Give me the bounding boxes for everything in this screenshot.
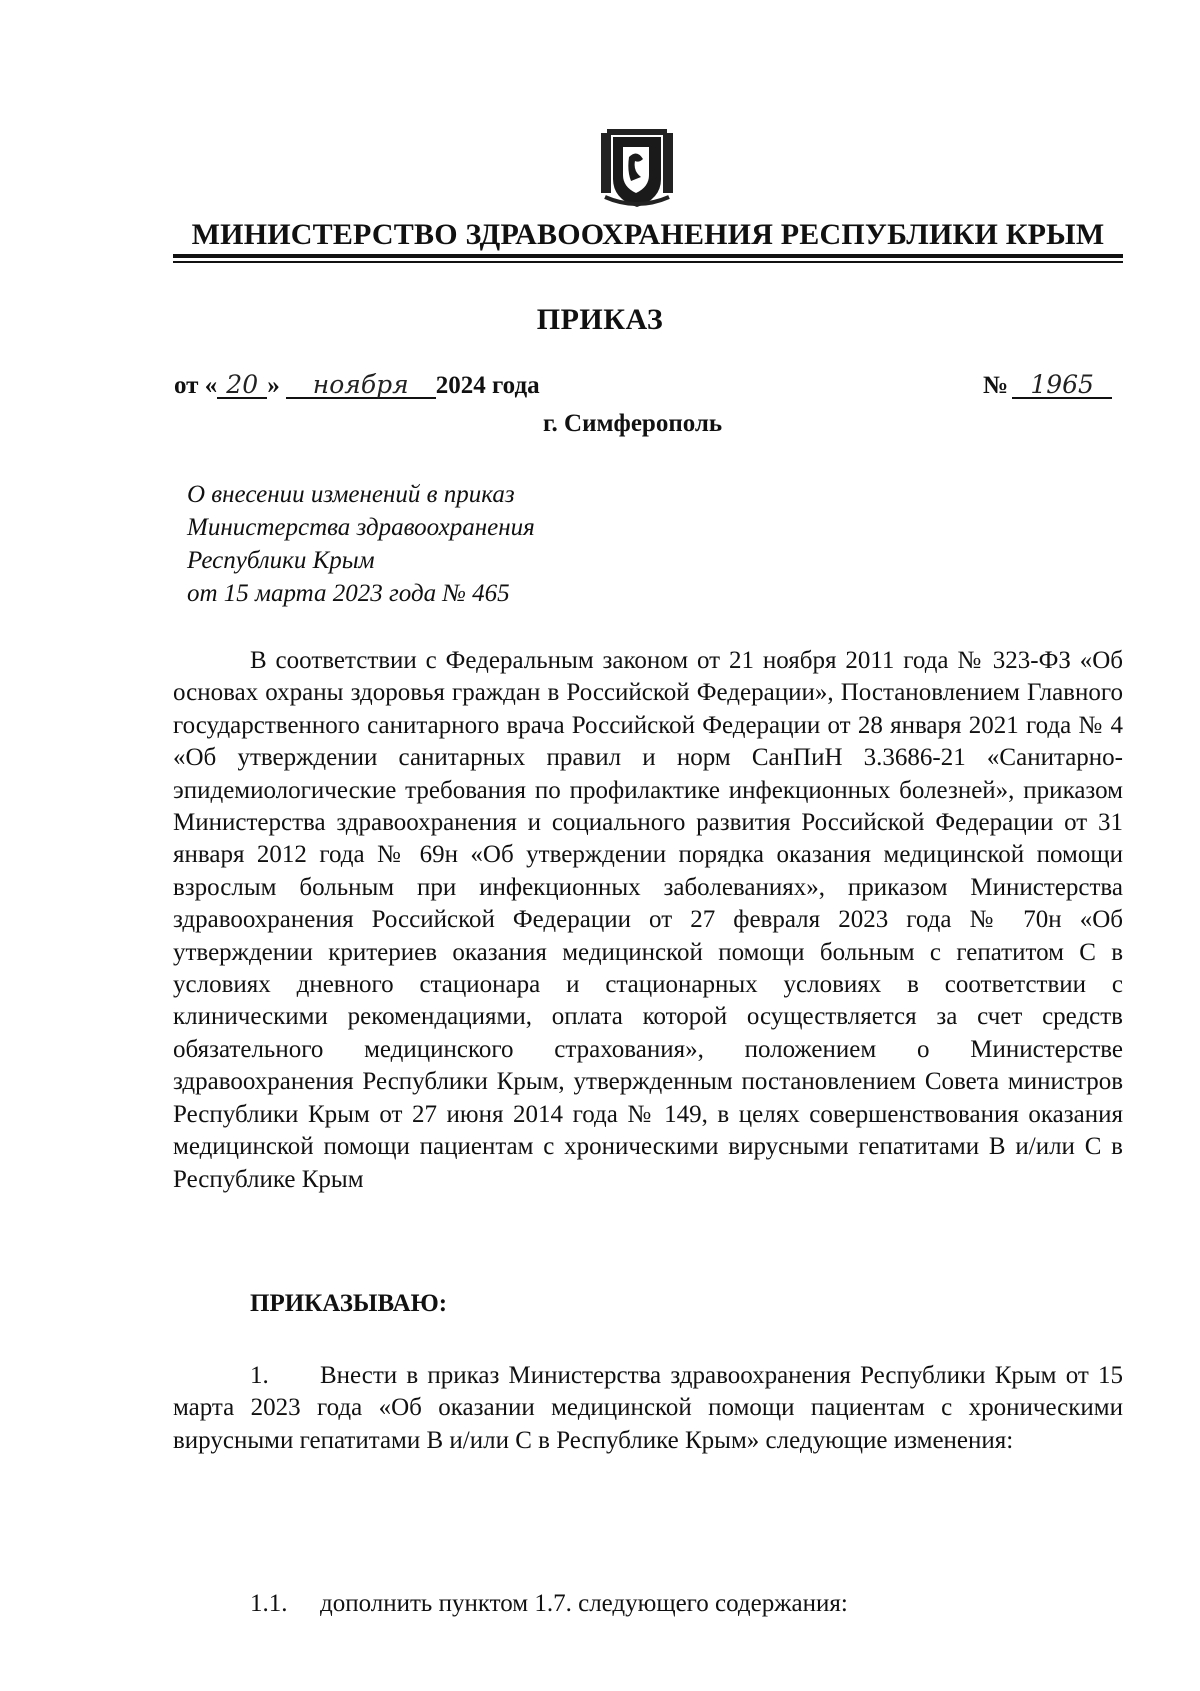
date-prefix: от « [174,372,218,399]
item-number: 1. [250,1362,269,1389]
date-separator: » [267,372,280,399]
subject-line: О внесении изменений в приказ [187,481,515,508]
subject-line: от 15 марта 2023 года № 465 [187,580,510,607]
item-number: 1.1. [250,1590,288,1617]
ministry-name: МИНИСТЕРСТВО ЗДРАВООХРАНЕНИЯ РЕСПУБЛИКИ КРЫМ [191,218,1105,251]
header-rule-thin [173,261,1123,263]
coat-of-arms-emblem [599,127,675,209]
order-item-1 [173,1360,1123,1457]
subject-line: Министерства здравоохранения [187,514,535,541]
number-handwritten: 1965 [1012,373,1112,399]
subject-line: Республики Крым [187,547,375,574]
number-sign: № [983,372,1009,399]
order-subject [187,478,707,610]
order-item-1-1 [173,1588,1123,1620]
header-rule-thick [173,254,1123,258]
order-heading: ПРИКАЗЫВАЮ: [250,1290,448,1317]
date-month-handwritten: ноября [286,373,436,399]
document-title: ПРИКАЗ [536,303,664,336]
order-number [983,372,1112,400]
order-date [174,372,540,400]
item-text: дополнить пунктом 1.7. следующего содержания: [320,1590,848,1617]
city: г. Симферополь [543,410,723,437]
date-day-handwritten: 20 [217,373,267,399]
item-text: Внести в приказ Министерства здравоохранения Республики Крым от 15 марта 2023 года «Об оказании медицинской помощи пациентам с хроническими вирусными гепатитами В и/или С в Республике Крым» следующие изменения: [173,1362,1123,1454]
preamble-paragraph: В соответствии с Федеральным законом от 21 ноября 2011 года № 323-ФЗ «Об основах охраны здоровья граждан в Российской Федерации», Постановлением Главного государственного санитарного врача Российской Федерации от 28 января 2021 года № 4 «Об утверждении санитарных правил и норм СанПиН 3.3686-21 «Санитарно-эпидемиологические требования по профилактике инфекционных болезней», приказом Министерства здравоохранения и социального развития Российской Федерации от 31 января 2012 года № 69н «Об утверждении порядка оказания медицинской помощи взрослым больным при инфекционных заболеваниях», приказом Министерства здравоохранения Российской Федерации от 27 февраля 2023 года № 70н «Об утверждении критериев оказания медицинской помощи больным с гепатитом С в условиях дневного стационара и стационарных условиях в соответствии с клиническими рекомендациями, оплата которой осуществляется за счет средств обязательного медицинского страхования», положением о Министерстве здравоохранения Республики Крым, утвержденным постановлением Совета министров Республики Крым от 27 июня 2014 года № 149, в целях совершенствования оказания медицинской помощи пациентам с хроническими вирусными гепатитами В и/или С в Республике Крым [173,647,1123,1193]
date-year: 2024 года [435,372,540,399]
